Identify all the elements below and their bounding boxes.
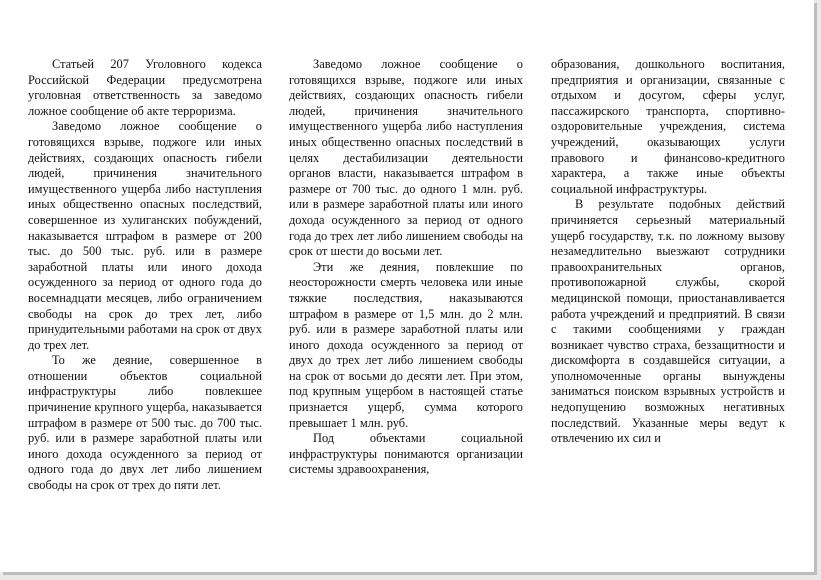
paragraph: Статьей 207 Уголовного кодекса Российской Федерации предусмотрена уголовная ответственность за заведомо ложное сообщение об акте терроризма.	[28, 57, 262, 118]
paragraph: Эти же деяния, повлекшие по неосторожности смерть человека или иные тяжкие последствия, наказываются штрафом в размере от 1,5 млн. до 2 млн. руб. или в размере заработной платы или иного дохода осужденного за период от двух до трех лет либо лишением свободы на срок от восьми до десяти лет. При этом, под крупным ущербом в настоящей статье признается ущерб, сумма которого превышает 1 млн. руб.	[289, 259, 523, 430]
text-column-3	[551, 57, 785, 447]
paragraph: В результате подобных действий причиняется серьезный материальный ущерб государству, т.к. по ложному вызову незамедлительно выезжают сотрудники правоохранительных органов, противопожарной службы, скорой медицинской помощи, приостанавливается работа учреждений и предприятий. В связи с такими сообщениями у граждан возникает чувство страха, беззащитности и дискомфорта в создавшейся ситуации, а уполномоченные органы вынуждены заниматься поиском взрывных устройств и недопущению возможных негативных последствий. Указанные меры ведут к отвлечению их сил и	[551, 197, 785, 446]
text-column-1	[28, 57, 262, 494]
paragraph: образования, дошкольного воспитания, предприятия и организации, связанные с отдыхом и досугом, сферы услуг, пассажирского транспорта, спортивно-оздоровительные учреждения, система учреждений, оказывающих услуги правового и финансово-кредитного характера, а также иные объекты социальной инфраструктуры.	[551, 57, 785, 196]
paragraph: Под объектами социальной инфраструктуры понимаются организации системы здравоохранения,	[289, 431, 523, 477]
paragraph: Заведомо ложное сообщение о готовящихся взрыве, поджоге или иных действиях, создающих опасность гибели людей, причинения значительного имущественного ущерба либо наступления иных общественно опасных последствий в целях дестабилизации деятельности органов власти, наказывается штрафом в размере от 700 тыс. до одного 1 млн. руб. или в размере заработной платы или иного дохода осужденного за период от одного года до трех лет либо лишением свободы на срок от шести до восьми лет.	[289, 57, 523, 259]
paragraph: Заведомо ложное сообщение о готовящихся взрыве, поджоге или иных действиях, создающих опасность гибели людей, причинения значительного имущественного ущерба либо наступления иных общественно опасных последствий, совершенное из хулиганских побуждений, наказывается штрафом в размере от 200 тыс. до 500 тыс. руб. или в размере заработной платы или иного дохода осужденного за период от одного года до восемнадцати месяцев, либо ограничением свободы на срок до трех лет, либо принудительными работами на срок от двух до трех лет.	[28, 119, 262, 352]
text-column-2	[289, 57, 523, 478]
paragraph: То же деяние, совершенное в отношении объектов социальной инфраструктуры либо повлекшее причинение крупного ущерба, наказывается штрафом в размере от 500 тыс. до 700 тыс. руб. или в размере заработной платы или иного дохода осужденного за период от одного года до двух лет либо лишением свободы на срок от трех до пяти лет.	[28, 353, 262, 493]
